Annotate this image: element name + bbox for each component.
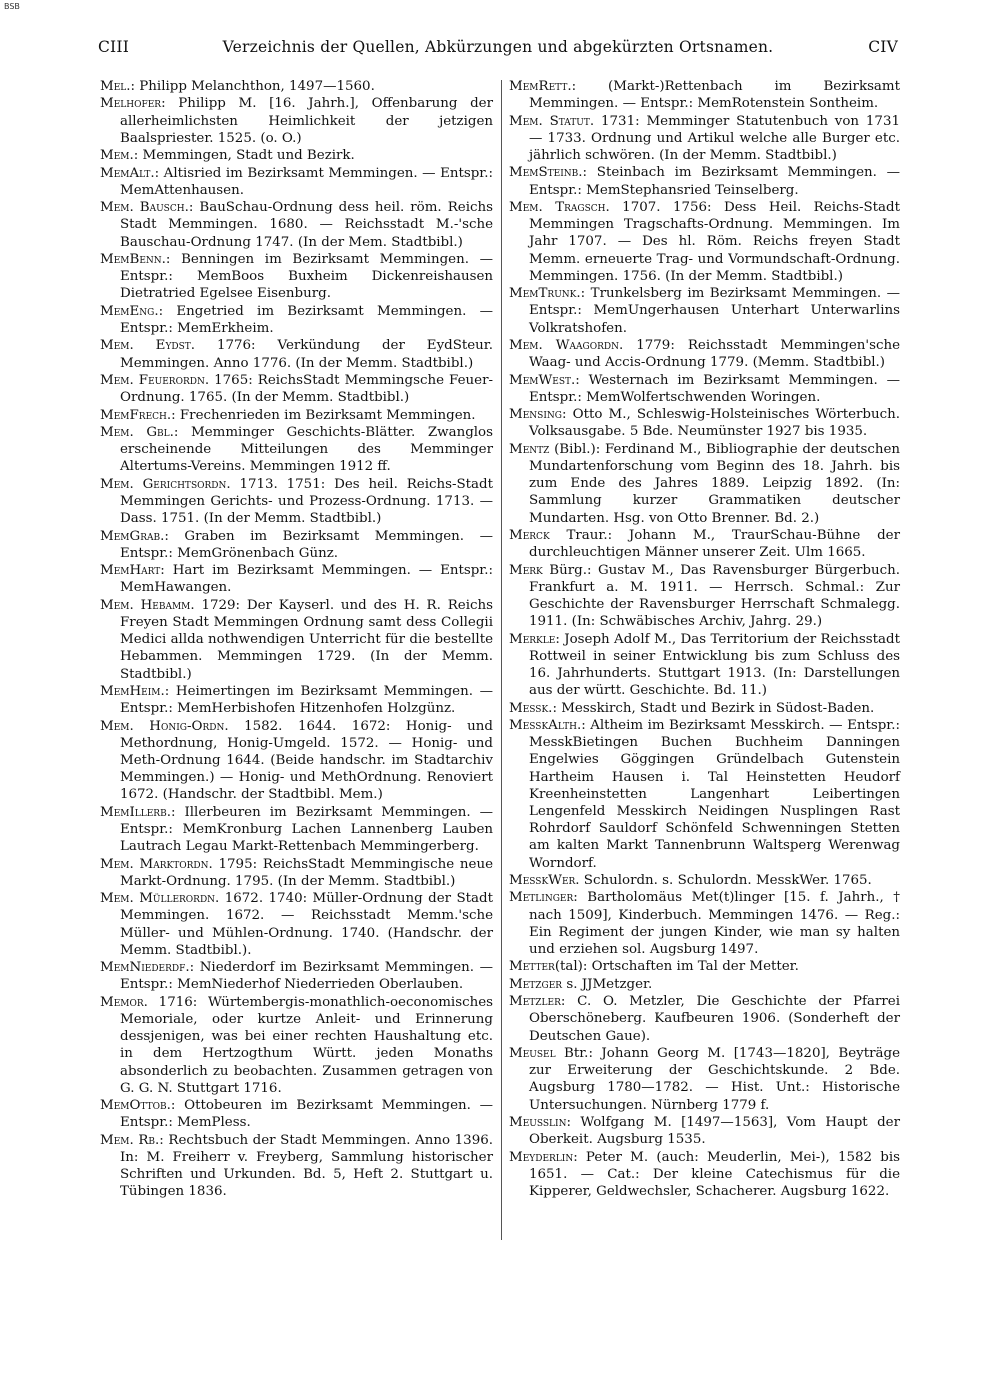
entry-key: Mem. [100,148,134,164]
entry [509,527,900,561]
entry-text: : (Markt-)Rettenbach im Bezirksamt Memmingen. — Entspr.: MemRotenstein Sontheim. [529,79,900,112]
entry-text: : Philipp Melanchthon, 1497—1560. [130,79,375,94]
entry [100,994,493,1097]
entry-key: Mem. Müllerordn. [100,891,220,907]
entry-text: Btr.: Johann Georg M. [1743—1820], Beyträge zur Erweiterung der Geschichtskunde. 2 Bde. Augsburg 1780—1782. — Hist. Unt.: Historische Untersuchungen. Nürnberg 1779 f. [529,1045,900,1113]
page-title: Verzeichnis der Quellen, Abkürzungen und abgekürzten Ortsnamen. [222,38,774,56]
entry [509,78,900,112]
entry-key: MemBenn. [100,251,166,267]
entry-key: Mem. Rb. [100,1132,160,1148]
entry [509,872,900,889]
entry [509,1149,900,1201]
entry-text: (Bibl.): Ferdinand M., Bibliographie der deutschen Mundartenforschung vom Beginn des 18. Jahrh. bis zum Ende des Jahres 1889. Leipzig 1892. (In: Sammlung kurzer Grammatiken deutscher Mundarten. Hsg. von Otto Brenner. Bd. 2.) [529,441,900,526]
entry-key: MemHeim. [100,683,165,699]
entry-key: MemRett. [509,79,572,94]
entry-text: : Steinbach im Bezirksamt Memmingen. — Entspr.: MemStephansried Teinselberg. [529,165,900,198]
entry-text: 1582. 1644. 1672: Honig- und Methordnung, Honig-Umgeld. 1572. — Honig- und Meth-Ordnung 1644. (Beide handschr. im Stadtarchiv Memmingen.) — Honig- und MethOrdnung. Renoviert 1672. (Handschr. der Stadtbibl. Mem.) [120,718,493,803]
entry-key: Memor. [100,994,148,1010]
entry-key: Metzger [509,976,563,992]
entry-text: 1731: Memminger Statutenbuch von 1731 — 1733. Ordnung und Artikul welche alle Burger etc. jährlich schwören. (In der Memm. Stadtbibl.) [529,113,900,163]
entry-text: : Heimertingen im Bezirksamt Memmingen. — Entspr.: MemHerbishofen Hitzenhofen Holzgünz. [120,683,493,717]
entry-key: MemFrech. [100,407,172,423]
entry-key: MesskAlth. [509,717,582,733]
entry-text: Traur.: Johann M., TraurSchau-Bühne der durchleuchtigen Männer unserer Zeit. Ulm 1665. [529,527,900,561]
entry-text: 1713. 1751: Des heil. Reichs-Stadt Memmingen Gerichts- und Prozess-Ordnung. 1713. — Dass. 1751. (In der Memm. Stadtbibl.) [120,476,493,527]
entry-text: 1776: Verkündung der EydSteur. Memmingen. Anno 1776. (In der Memm. Stadtbibl.) [120,338,493,371]
entry-key: Metlinger [509,890,574,906]
entry-text: : Bartholomäus Met(t)linger [15. f. Jahrh., † nach 1509], Kinderbuch. Memmingen 1476. — Reg.: Ein Regiment der jungen Kinder, wie man sy halten und erziehen sol. Augsburg 1497. [529,890,900,957]
entry [100,78,493,95]
entry-key: MemWest. [509,372,576,388]
entry-text: 1765: ReichsStadt Memmingsche Feuer-Ordnung. 1765. (In der Memm. Stadtbibl.) [120,372,493,406]
entry [100,856,493,890]
entry-text: : Niederdorf im Bezirksamt Memmingen. — Entspr.: MemNiederhof Niederrieden Oberlauben. [120,960,493,993]
entry [509,199,900,285]
entry [509,562,900,631]
entry-text: : Benningen im Bezirksamt Memmingen. — Entspr.: MemBoos Buxheim Dickenreishausen Dietratried Egelsee Eisenburg. [120,251,493,302]
entry-text: : Graben im Bezirksamt Memmingen. — Entspr.: MemGrönenbach Günz. [120,528,493,561]
entry [509,1045,900,1114]
entry-text: : Frechenrieden im Bezirksamt Memmingen. [171,407,476,423]
entry-text: : Engetried im Bezirksamt Memmingen. — Entspr.: MemErkheim. [120,303,493,336]
entry [509,285,900,337]
page-header [98,38,898,62]
entry [100,804,493,856]
entry [509,631,900,700]
entry-text: : Trunkelsberg im Bezirksamt Memmingen. — Entspr.: MemUngerhausen Unterhart Unterwarlins Volkratshofen. [529,286,900,336]
entry-text: : Hart im Bezirksamt Memmingen. — Entspr.: MemHawangen. [120,563,493,596]
entry [509,993,900,1045]
entry [509,406,900,440]
entry-text: : Peter M. (auch: Meuderlin, Mei-), 1582 bis 1651. — Cat.: Der kleine Catechismus für die Kipperer, Geldwechsler, Schacherer. Augsburg 1622. [529,1149,900,1199]
entry-text: : Westernach im Bezirksamt Memmingen. — Entspr.: MemWolfertschwenden Woringen. [529,372,900,405]
left-column [100,78,493,1201]
entry-text: s. JJMetzger. [562,976,653,992]
entry-text: : Altisried im Bezirksamt Memmingen. — Entspr.: MemAttenhausen. [120,165,493,198]
entry-text: : Messkirch, Stadt und Bezirk in Südost-Baden. [552,700,875,716]
entry-key: MemNiederdf. [100,960,190,976]
entry [100,476,493,528]
entry-text: : Joseph Adolf M., Das Territorium der Reichsstadt Rottweil in seiner Entwicklung bis zum Schluss des 16. Jahrhunderts. Stuttgart 1913. (In: Darstellungen aus der württ. Geschichte. Bd. 11.) [529,631,900,699]
entry-key: MemEng. [100,303,159,319]
entry [100,597,493,683]
column-divider [501,80,502,1240]
library-stamp: BSB [4,2,20,11]
entry-text: Bürg.: Gustav M., Das Ravensburger Bürgerbuch. Frankfurt a. M. 1911. — Herrsch. Schmal.: Zur Geschichte der Ravensburger Herrschaft Schmalegg. 1911. (In: Schwäbisches Archiv, Jahrg. 29.) [529,562,900,630]
entry [100,337,493,371]
entry-key: MemTrunk. [509,286,581,302]
entry-key: MemAlt. [100,165,155,181]
entry [100,562,493,596]
entry [100,251,493,303]
entry-text: : Otto M., Schleswig-Holsteinisches Wörterbuch. Volksausgabe. 5 Bde. Neumünster 1927 bis 1935. [529,407,900,440]
entry-key: Melhofer [100,96,162,112]
entry [100,407,493,424]
entry-text: Schulordn. s. Schulordn. MesskWer. 1765. [579,872,872,888]
entry-text: : BauSchau-Ordnung dess heil. röm. Reichs Stadt Memmingen. 1680. — Reichsstadt M.-'sche Bauschau-Ordnung 1747. (In der Mem. Stadtbibl.) [120,200,493,250]
entry-text: 1707. 1756: Dess Heil. Reichs-Stadt Memmingen Tragschafts-Ordnung. Memmingen. Im Jahr 1707. — Des hl. Röm. Reichs freyen Stadt Memm. erneuerte Trag- und Vormundschaft-Ordnung. Memmingen. 1756. (In der Memm. Stadtbibl.) [529,199,900,284]
entry-key: Mem. Gbl. [100,424,174,440]
entry [100,199,493,251]
entry [100,718,493,804]
entry [509,337,900,371]
entry-text: : Altheim im Bezirksamt Messkirch. — Entspr.: MesskBietingen Buchen Buchheim Danningen Engelwies Göggingen Gründelbach Gutenstein Hartheim Hausen i. Tal Heinstetten Heudorf Kreenheinstetten Langenhart Leibertingen Lengenfeld Messkirch Neidingen Nusplingen Rast Rohrdorf Sauldorf Schönfeld Schwenningen Stetten am kalten Markt Tannenbrunn Waltsperg Werenwag Worndorf. [529,717,900,871]
entry-key: Merkle [509,631,556,647]
entry [100,959,493,993]
entry [100,1132,493,1201]
entry-key: Mel. [100,79,131,94]
entry-key: Mem. Bausch. [100,200,189,216]
entry [100,424,493,476]
entry-key: MemGrab. [100,528,165,544]
entry-key: Mem. Marktordn. [100,856,213,872]
entry-text: : Wolfgang M. [1497—1563], Vom Haupt der Oberkeit. Augsburg 1535. [529,1114,900,1148]
entry-key: Messk. [509,700,553,716]
entry-key: Mem. Waagordn. [509,337,624,353]
entry [100,303,493,337]
entry [509,441,900,527]
entry-text: : Memmingen, Stadt und Bezirk. [133,148,355,164]
entry [509,700,900,717]
entry [509,889,900,958]
entry-key: Mem. Honig-Ordn. [100,718,229,734]
entry [100,683,493,717]
entry-key: Mem. Tragsch. [509,199,610,215]
entry-key: MemSteinb. [509,165,583,181]
entry-key: Meusel [509,1045,556,1061]
entry-text: (tal): Ortschaften im Tal der Metter. [554,959,799,975]
entry [100,95,493,147]
entry-key: Mensing [509,407,562,423]
entry [100,890,493,959]
entry [509,717,900,872]
page-number-right: CIV [868,38,898,56]
entry [100,147,493,164]
entry-key: MemHart [100,563,161,579]
entry [509,164,900,198]
entry [509,976,900,993]
entry [100,165,493,199]
entry-text: 1795: ReichsStadt Memmingische neue Markt-Ordnung. 1795. (In der Memm. Stadtbibl.) [120,856,494,889]
entry-key: Merk [509,562,543,578]
entry-key: Merck [509,527,550,543]
entry [100,1097,493,1131]
entry-key: Metzler [509,994,561,1010]
entry-key: Mem. Eydst. [100,338,196,354]
entry-key: Mem. Feuerordn. [100,372,210,388]
entry-text: 1672. 1740: Müller-Ordnung der Stadt Memmingen. 1672. — Reichsstadt Memm.'sche Müller- und Mühlen-Ordnung. 1740. (Handschr. der Memm. Stadtbibl.). [120,891,493,958]
entry-text: : Ottobeuren im Bezirksamt Memmingen. — Entspr.: MemPless. [120,1098,493,1131]
entry-key: Mem. Statut. [509,113,595,129]
entry [509,1114,900,1148]
right-column [509,78,900,1200]
entry [509,958,900,975]
entry-key: MemOttob. [100,1098,171,1114]
entry-key: Mem. Hebamm. [100,597,195,613]
entry-text: 1716: Würtembergis-monathlich-oeconomisches Memoriale, oder kurtze Anleit- und Erinnerung dessjenigen, was bei einer rechten Haushaltung etc. in dem Hertzogthum Württ. jeden Monaths absonderlich zu beobachten. Zusammen getragen von G. G. N. Stuttgart 1716. [120,994,493,1096]
entry-text: : Rechtsbuch der Stadt Memmingen. Anno 1396. In: M. Freiherr v. Freyberg, Sammlung historischer Schriften und Urkunden. Bd. 5, Heft 2. Stuttgart u. Tübingen 1836. [120,1132,493,1200]
entry-key: Meyderlin [509,1149,574,1165]
entry-text: : Memminger Geschichts-Blätter. Zwanglos erscheinende Mitteilungen des Memminger Altertums-Vereins. Memmingen 1912 ff. [120,424,493,475]
entry-key: Mem. Gerichtsordn. [100,476,231,492]
entry-key: Metter [509,959,555,975]
entry-text: 1779: Reichsstadt Memmingen'sche Waag- und Accis-Ordnung 1779. (Memm. Stadtbibl.) [529,337,901,371]
entry-text: 1729: Der Kayserl. und des H. R. Reichs Freyen Stadt Memmingen Ordnung samt dess Collegii Medici allda nothwendigen Unterricht für die bestellte Hebammen. Memmingen 1729. (In der Memm. Stadtbibl.) [120,597,493,682]
entry-key: Meusslin [509,1114,567,1130]
entry-text: : Illerbeuren im Bezirksamt Memmingen. — Entspr.: MemKronburg Lachen Lannenberg Lauben Lautrach Legau Markt-Rettenbach Memmingerberg. [120,804,493,855]
entry-key: MemIllerb. [100,804,171,820]
entry [509,372,900,406]
entry-key: MesskWer. [509,872,580,888]
page-number-left: CIII [98,38,130,56]
entry-text: : Philipp M. [16. Jahrh.], Offenbarung der allerheimlichsten Heimlichkeit der jetzigen Baalspriester. 1525. (o. O.) [120,96,493,146]
entry-key: Mentz [509,441,550,457]
entry [100,372,493,406]
entry [100,528,493,562]
entry [509,113,900,165]
entry-text: : C. O. Metzler, Die Geschichte der Pfarrei Oberschöneberg. Kaufbeuren 1906. (Sonderheft der Deutschen Gaue). [529,994,900,1044]
